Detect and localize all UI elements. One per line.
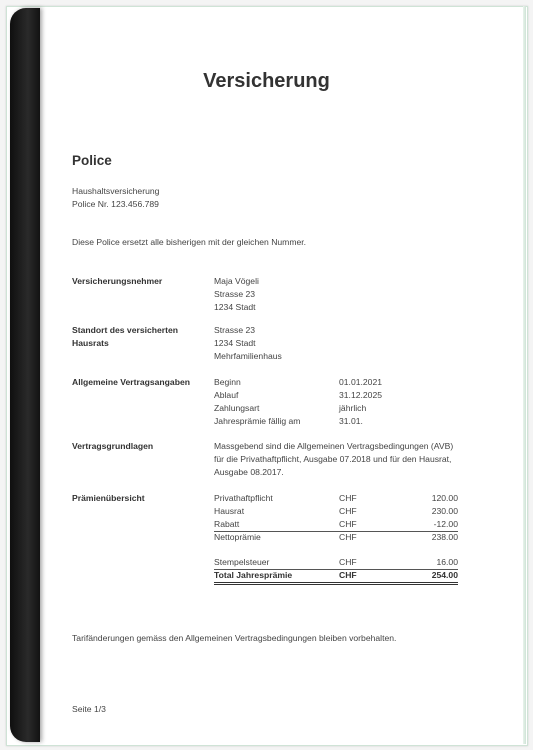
location-street: Strasse 23 xyxy=(214,325,256,335)
policy-number: Police Nr. 123.456.789 xyxy=(72,199,159,209)
premium-name: Nettoprämie xyxy=(214,532,261,542)
policyholder-address xyxy=(214,275,259,314)
basis-line: Massgebend sind die Allgemeinen Vertragsbedingungen (AVB) xyxy=(214,441,454,451)
policyholder-street: Strasse 23 xyxy=(214,289,256,299)
contract-key: Ablauf xyxy=(214,390,239,400)
contract-value: jährlich xyxy=(339,403,367,413)
premium-amount: 120.00 xyxy=(431,493,458,503)
page-number: Seite 1/3 xyxy=(72,704,106,714)
sleeve-edge xyxy=(523,6,526,744)
premium-row-stamp-tax xyxy=(214,556,458,570)
section-title: Police xyxy=(72,153,112,168)
contract-value: 31.01. xyxy=(339,416,363,426)
document-title: Versicherung xyxy=(203,70,330,92)
premium-name: Privathaftpflicht xyxy=(214,493,273,503)
premium-row xyxy=(214,492,458,505)
binding-strip xyxy=(10,8,40,742)
premium-amount: 16.00 xyxy=(436,557,458,567)
contract-keys xyxy=(214,376,300,428)
location-building-type: Mehrfamilienhaus xyxy=(214,351,282,361)
premium-currency: CHF xyxy=(339,519,357,529)
premium-row-discount xyxy=(214,518,458,532)
policyholder-label: Versicherungsnehmer xyxy=(72,276,163,286)
premium-row xyxy=(214,505,458,518)
premium-currency: CHF xyxy=(339,493,357,503)
location-label-line: Hausrats xyxy=(72,338,109,348)
insurance-type: Haushaltsversicherung xyxy=(72,186,160,196)
premium-amount: -12.00 xyxy=(433,519,458,529)
footer-note: Tarifänderungen gemäss den Allgemeinen Vertragsbedingungen bleiben vorbehalten. xyxy=(72,633,397,643)
basis-text xyxy=(214,440,453,479)
premium-name: Stempelsteuer xyxy=(214,557,270,567)
premium-currency: CHF xyxy=(339,506,357,516)
contract-key: Beginn xyxy=(214,377,241,387)
location-address xyxy=(214,324,282,363)
location-city: 1234 Stadt xyxy=(214,338,256,348)
contract-key: Jahresprämie fällig am xyxy=(214,416,301,426)
premium-amount: 254.00 xyxy=(431,570,458,580)
premium-row-net xyxy=(214,531,458,544)
premiums-label: Prämienübersicht xyxy=(72,493,145,503)
premium-amount: 238.00 xyxy=(431,532,458,542)
premium-row-total xyxy=(214,569,458,585)
policy-subtitle xyxy=(72,185,159,211)
premium-name: Rabatt xyxy=(214,519,240,529)
contract-value: 31.12.2025 xyxy=(339,390,383,400)
premium-currency: CHF xyxy=(339,570,357,580)
basis-label: Vertragsgrundlagen xyxy=(72,441,154,451)
location-label xyxy=(72,324,178,350)
premium-currency: CHF xyxy=(339,532,357,542)
basis-line: Ausgabe 08.2017. xyxy=(214,467,284,477)
premium-name: Total Jahresprämie xyxy=(214,570,293,580)
basis-line: für die Privathaftpflicht, Ausgabe 07.2018 und für den Hausrat, xyxy=(214,454,452,464)
contract-values xyxy=(339,376,382,428)
location-label-line: Standort des versicherten xyxy=(72,325,179,335)
intro-text: Diese Police ersetzt alle bisherigen mit der gleichen Nummer. xyxy=(72,237,307,247)
premium-amount: 230.00 xyxy=(431,506,458,516)
contract-label: Allgemeine Vertragsangaben xyxy=(72,377,190,387)
policyholder-city: 1234 Stadt xyxy=(214,302,256,312)
premium-name: Hausrat xyxy=(214,506,245,516)
premium-currency: CHF xyxy=(339,557,357,567)
policyholder-name: Maja Vögeli xyxy=(214,276,259,286)
contract-key: Zahlungsart xyxy=(214,403,260,413)
contract-value: 01.01.2021 xyxy=(339,377,383,387)
